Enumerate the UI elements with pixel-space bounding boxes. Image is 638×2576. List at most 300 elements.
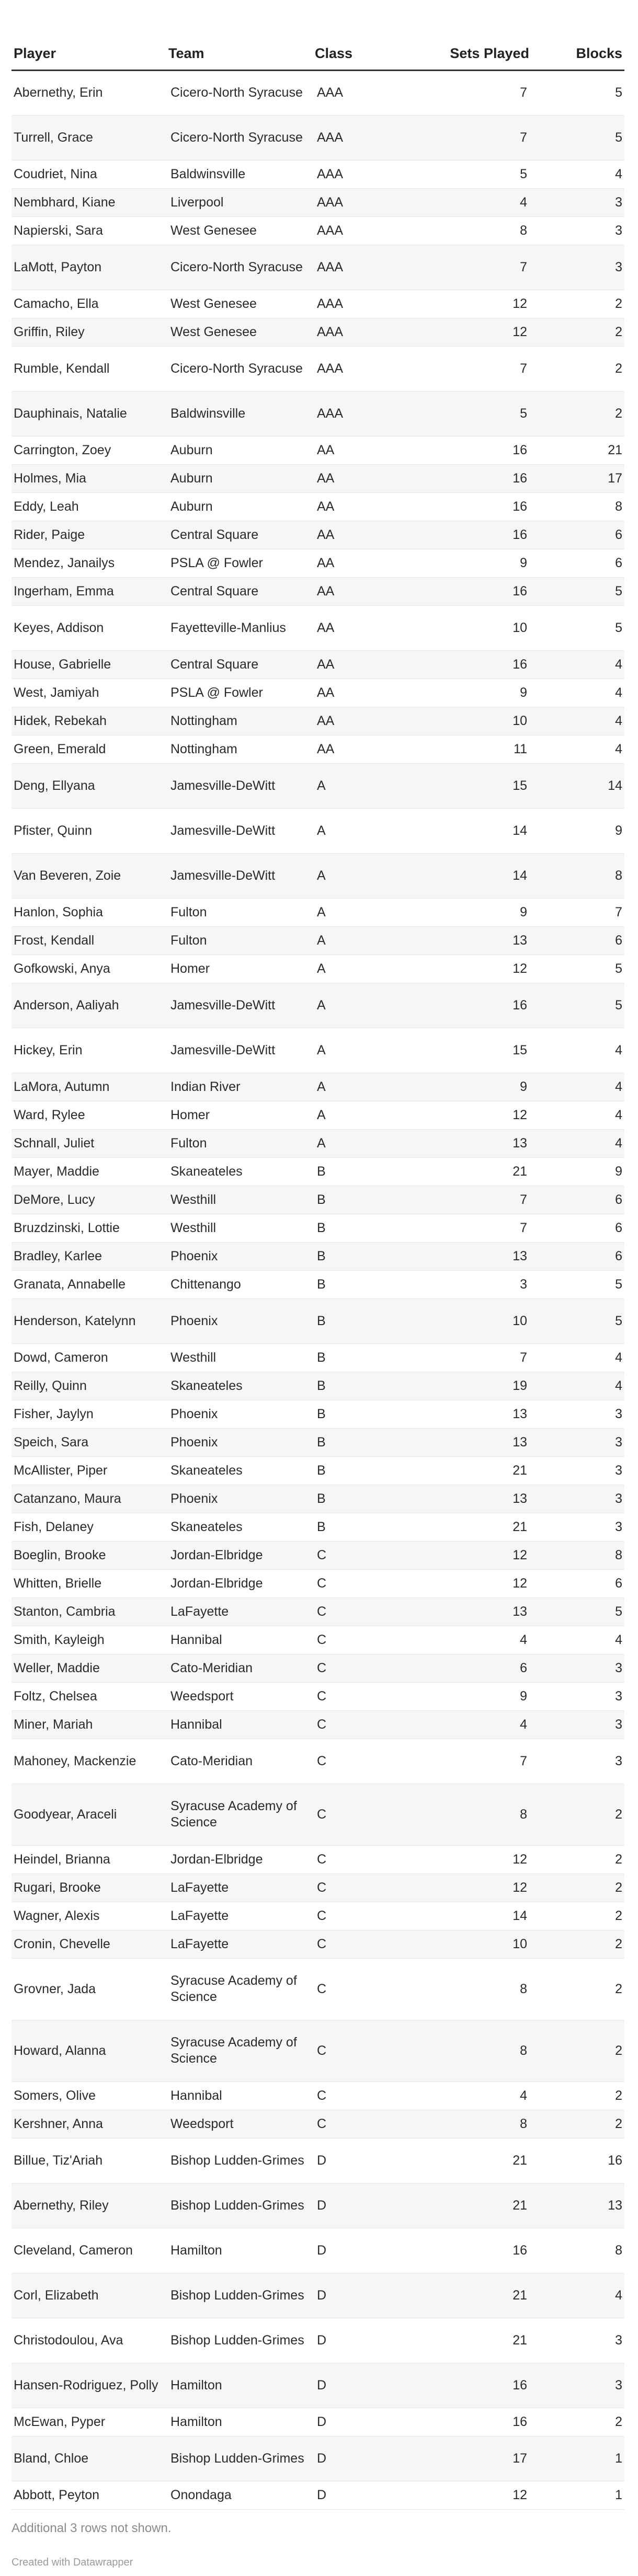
table-row — [12, 983, 624, 1028]
cell-player: DeMore, Lucy — [14, 1192, 95, 1207]
cell-class: A — [317, 1079, 326, 1094]
cell-blocks: 3 — [615, 1463, 622, 1478]
cell-blocks: 6 — [615, 1192, 622, 1207]
table-row — [12, 1129, 624, 1157]
table-row — [12, 290, 624, 318]
cell-sets-played: 7 — [520, 130, 527, 145]
table-row — [12, 1101, 624, 1129]
cell-sets-played: 14 — [512, 1908, 527, 1923]
cell-sets-played: 13 — [512, 1135, 527, 1151]
cell-team: Skaneateles — [170, 1378, 243, 1393]
table-row — [12, 2408, 624, 2436]
cell-player: Pfister, Quinn — [14, 823, 93, 838]
table-row — [12, 549, 624, 577]
cell-player: Hanlon, Sophia — [14, 904, 103, 919]
table-row — [12, 1428, 624, 1456]
cell-sets-played: 10 — [512, 1313, 527, 1328]
table-row — [12, 1784, 624, 1845]
table-row — [12, 2318, 624, 2363]
cell-player: Eddy, Leah — [14, 499, 79, 514]
cell-player: Smith, Kayleigh — [14, 1632, 105, 1647]
cell-blocks: 2 — [615, 1880, 622, 1895]
cell-sets-played: 7 — [520, 1192, 527, 1207]
cell-team: Cicero-North Syracuse — [170, 259, 303, 274]
cell-sets-played: 16 — [512, 2414, 527, 2429]
cell-player: Bradley, Karlee — [14, 1248, 102, 1263]
cell-class: AAA — [317, 259, 344, 274]
cell-sets-played: 7 — [520, 361, 527, 376]
cell-team: Jordan-Elbridge — [170, 1576, 263, 1591]
table-row — [12, 2363, 624, 2408]
cell-class: AA — [317, 583, 335, 599]
cell-player: Rumble, Kendall — [14, 361, 110, 376]
cell-blocks: 7 — [615, 904, 622, 919]
table-row — [12, 1073, 624, 1101]
cell-sets-played: 15 — [512, 778, 527, 793]
cell-blocks: 4 — [615, 713, 622, 728]
cell-sets-played: 16 — [512, 2377, 527, 2393]
cell-sets-played: 4 — [520, 1632, 527, 1647]
cell-blocks: 2 — [615, 2116, 622, 2131]
cell-sets-played: 4 — [520, 2088, 527, 2103]
table-row — [12, 1902, 624, 1930]
cell-team: Central Square — [170, 527, 259, 542]
cell-team: Cato-Meridian — [170, 1660, 253, 1675]
cell-class: B — [317, 1350, 326, 1365]
cell-player: Abbott, Peyton — [14, 2487, 100, 2502]
table-row — [12, 216, 624, 245]
cell-player: House, Gabrielle — [14, 657, 111, 672]
cell-sets-played: 17 — [512, 2451, 527, 2466]
cell-team: Bishop Ludden-Grimes — [170, 2451, 304, 2466]
cell-class: A — [317, 778, 326, 793]
table-row — [12, 2183, 624, 2228]
table-row — [12, 1845, 624, 1873]
cell-blocks: 4 — [615, 1107, 622, 1122]
cell-blocks: 5 — [615, 997, 622, 1013]
cell-sets-played: 7 — [520, 1753, 527, 1768]
cell-sets-played: 12 — [512, 1547, 527, 1562]
cell-team: Onondaga — [170, 2487, 232, 2502]
cell-blocks: 3 — [615, 1753, 622, 1768]
cell-team: Syracuse Academy of Science — [170, 2035, 297, 2066]
cell-team: Jamesville-DeWitt — [170, 868, 276, 883]
cell-team: Jordan-Elbridge — [170, 1547, 263, 1562]
cell-sets-played: 8 — [520, 223, 527, 238]
cell-player: Keyes, Addison — [14, 620, 104, 635]
cell-class: AAA — [317, 223, 344, 238]
cell-class: C — [317, 1604, 327, 1619]
cell-team: Auburn — [170, 499, 213, 514]
cell-team: Westhill — [170, 1192, 217, 1207]
table-row — [12, 1569, 624, 1597]
cell-team: Jamesville-DeWitt — [170, 778, 276, 793]
cell-sets-played: 14 — [512, 868, 527, 883]
cell-blocks: 4 — [615, 1632, 622, 1647]
cell-class: AAA — [317, 296, 344, 311]
cell-player: Frost, Kendall — [14, 933, 95, 948]
cell-sets-played: 21 — [512, 2287, 527, 2303]
cell-player: Coudriet, Nina — [14, 166, 97, 181]
table-row — [12, 1242, 624, 1270]
cell-team: Nottingham — [170, 713, 237, 728]
cell-team: Jamesville-DeWitt — [170, 1042, 276, 1057]
cell-sets-played: 14 — [512, 823, 527, 838]
table-body — [12, 70, 624, 2509]
table-row — [12, 188, 624, 216]
table-row — [12, 160, 624, 188]
cell-team: Bishop Ludden-Grimes — [170, 2332, 304, 2348]
cell-team: Hannibal — [170, 1717, 222, 1732]
cell-blocks: 5 — [615, 620, 622, 635]
cell-team: Syracuse Academy of Science — [170, 1799, 297, 1830]
cell-player: Grovner, Jada — [14, 1981, 96, 1996]
cell-player: Cronin, Chevelle — [14, 1936, 110, 1951]
cell-class: B — [317, 1192, 326, 1207]
table-row — [12, 1626, 624, 1654]
cell-blocks: 4 — [615, 685, 622, 700]
table-row — [12, 1710, 624, 1739]
table-row — [12, 1485, 624, 1513]
cell-team: Fulton — [170, 933, 207, 948]
cell-blocks: 2 — [615, 1936, 622, 1951]
cell-class: D — [317, 2287, 327, 2303]
cell-class: C — [317, 2043, 327, 2058]
cell-class: C — [317, 1753, 327, 1768]
cell-sets-played: 10 — [512, 1936, 527, 1951]
cell-class: D — [317, 2451, 327, 2466]
cell-blocks: 4 — [615, 1079, 622, 1094]
cell-class: B — [317, 1378, 326, 1393]
cell-blocks: 3 — [615, 259, 622, 274]
cell-team: LaFayette — [170, 1936, 229, 1951]
cell-blocks: 9 — [615, 1164, 622, 1179]
table-row — [12, 1541, 624, 1569]
cell-sets-played: 16 — [512, 2242, 527, 2258]
cell-team: Cato-Meridian — [170, 1753, 253, 1768]
cell-team: Homer — [170, 961, 210, 976]
cell-blocks: 3 — [615, 1717, 622, 1732]
cell-player: Weller, Maddie — [14, 1660, 100, 1675]
cell-blocks: 4 — [615, 1135, 622, 1151]
cell-player: Carrington, Zoey — [14, 442, 111, 457]
cell-class: D — [317, 2377, 327, 2393]
cell-player: Gofkowski, Anya — [14, 961, 110, 976]
cell-player: Turrell, Grace — [14, 130, 93, 145]
cell-team: Cicero-North Syracuse — [170, 85, 303, 100]
cell-sets-played: 21 — [512, 2153, 527, 2168]
cell-class: B — [317, 1519, 326, 1534]
table-row — [12, 577, 624, 605]
cell-sets-played: 12 — [512, 961, 527, 976]
table-row — [12, 1372, 624, 1400]
column-header-sets-played: Sets Played — [419, 0, 529, 70]
cell-player: Hansen-Rodriguez, Polly — [14, 2377, 158, 2393]
cell-player: Heindel, Brianna — [14, 1852, 110, 1867]
cell-blocks: 6 — [615, 555, 622, 570]
cell-team: West Genesee — [170, 324, 257, 339]
cell-sets-played: 16 — [512, 442, 527, 457]
cell-player: Fish, Delaney — [14, 1519, 94, 1534]
cell-class: AAA — [317, 130, 344, 145]
cell-sets-played: 11 — [514, 741, 527, 756]
cell-blocks: 2 — [615, 296, 622, 311]
table-row — [12, 2020, 624, 2082]
cell-team: Hamilton — [170, 2377, 222, 2393]
cell-player: Catanzano, Maura — [14, 1491, 121, 1506]
cell-blocks: 6 — [615, 1220, 622, 1235]
cell-team: LaFayette — [170, 1880, 229, 1895]
cell-sets-played: 16 — [512, 997, 527, 1013]
cell-player: Abernethy, Riley — [14, 2198, 109, 2213]
cell-sets-played: 16 — [512, 527, 527, 542]
cell-blocks: 2 — [615, 406, 622, 421]
cell-team: Phoenix — [170, 1491, 218, 1506]
cell-sets-played: 7 — [520, 259, 527, 274]
table-row — [12, 492, 624, 521]
cell-team: Cicero-North Syracuse — [170, 130, 303, 145]
table-row — [12, 1028, 624, 1073]
table-row — [12, 853, 624, 898]
datawrapper-credit: Created with Datawrapper — [12, 2556, 133, 2568]
cell-player: Hidek, Rebekah — [14, 713, 107, 728]
cell-sets-played: 7 — [520, 85, 527, 100]
cell-class: B — [317, 1248, 326, 1263]
cell-team: Bishop Ludden-Grimes — [170, 2153, 304, 2168]
cell-class: A — [317, 933, 326, 948]
cell-player: Griffin, Riley — [14, 324, 85, 339]
table-row — [12, 1654, 624, 1682]
cell-blocks: 14 — [608, 778, 622, 793]
table-row — [12, 650, 624, 678]
cell-class: AA — [317, 470, 335, 486]
cell-player: Fisher, Jaylyn — [14, 1406, 94, 1421]
table-row — [12, 245, 624, 290]
cell-blocks: 4 — [615, 1378, 622, 1393]
cell-sets-played: 5 — [520, 166, 527, 181]
cell-blocks: 4 — [615, 2287, 622, 2303]
cell-class: B — [317, 1220, 326, 1235]
cell-player: Foltz, Chelsea — [14, 1688, 97, 1704]
cell-player: Corl, Elizabeth — [14, 2287, 99, 2303]
cell-blocks: 4 — [615, 166, 622, 181]
table-header — [12, 0, 624, 70]
cell-blocks: 8 — [615, 1547, 622, 1562]
cell-player: Stanton, Cambria — [14, 1604, 116, 1619]
cell-sets-played: 10 — [512, 620, 527, 635]
cell-class: C — [317, 1852, 327, 1867]
cell-class: A — [317, 1135, 326, 1151]
table-row — [12, 2436, 624, 2481]
cell-player: Anderson, Aaliyah — [14, 997, 119, 1013]
cell-team: LaFayette — [170, 1604, 229, 1619]
cell-sets-played: 16 — [512, 583, 527, 599]
cell-team: Jamesville-DeWitt — [170, 997, 276, 1013]
cell-player: Dowd, Cameron — [14, 1350, 108, 1365]
cell-player: Cleveland, Cameron — [14, 2242, 133, 2258]
cell-team: Syracuse Academy of Science — [170, 1973, 297, 2004]
cell-team: Baldwinsville — [170, 406, 246, 421]
cell-team: Jordan-Elbridge — [170, 1852, 263, 1867]
header-row — [12, 0, 624, 70]
table-row — [12, 1873, 624, 1902]
table-row — [12, 735, 624, 763]
cell-team: Fulton — [170, 1135, 207, 1151]
table-row — [12, 2228, 624, 2273]
cell-class: A — [317, 997, 326, 1013]
cell-sets-played: 8 — [520, 2116, 527, 2131]
cell-class: C — [317, 2116, 327, 2131]
cell-player: Reilly, Quinn — [14, 1378, 87, 1393]
cell-team: Cicero-North Syracuse — [170, 361, 303, 376]
table-row — [12, 70, 624, 115]
cell-class: C — [317, 1807, 327, 1822]
cell-class: C — [317, 1688, 327, 1704]
cell-team: Jamesville-DeWitt — [170, 823, 276, 838]
cell-player: Bland, Chloe — [14, 2451, 89, 2466]
cell-class: C — [317, 1632, 327, 1647]
cell-blocks: 4 — [615, 1350, 622, 1365]
cell-player: Bruzdzinski, Lottie — [14, 1220, 120, 1235]
table-row — [12, 1739, 624, 1784]
cell-blocks: 5 — [615, 583, 622, 599]
cell-team: Weedsport — [170, 2116, 234, 2131]
cell-player: Boeglin, Brooke — [14, 1547, 106, 1562]
cell-team: Auburn — [170, 442, 213, 457]
cell-class: A — [317, 868, 326, 883]
cell-sets-played: 3 — [520, 1276, 527, 1292]
cell-team: LaFayette — [170, 1908, 229, 1923]
cell-sets-played: 21 — [512, 1463, 527, 1478]
cell-player: LaMott, Payton — [14, 259, 102, 274]
cell-blocks: 3 — [615, 1688, 622, 1704]
cell-blocks: 13 — [608, 2198, 622, 2213]
rows-not-shown-note: Additional 3 rows not shown. — [12, 2521, 172, 2535]
cell-blocks: 3 — [615, 194, 622, 210]
column-header-player: Player — [12, 0, 168, 70]
table-row — [12, 318, 624, 346]
cell-player: Granata, Annabelle — [14, 1276, 126, 1292]
cell-sets-played: 15 — [512, 1042, 527, 1057]
table-row — [12, 1958, 624, 2020]
cell-team: Skaneateles — [170, 1519, 243, 1534]
cell-blocks: 3 — [615, 1660, 622, 1675]
table-row — [12, 1456, 624, 1485]
table-row — [12, 1682, 624, 1710]
table-row — [12, 436, 624, 464]
cell-team: Nottingham — [170, 741, 237, 756]
cell-blocks: 3 — [615, 2332, 622, 2348]
cell-class: AAA — [317, 324, 344, 339]
cell-team: Weedsport — [170, 1688, 234, 1704]
cell-class: A — [317, 961, 326, 976]
cell-sets-played: 6 — [520, 1660, 527, 1675]
cell-sets-played: 9 — [520, 1688, 527, 1704]
cell-blocks: 3 — [615, 223, 622, 238]
cell-sets-played: 13 — [512, 933, 527, 948]
cell-player: Speich, Sara — [14, 1434, 89, 1450]
cell-blocks: 2 — [615, 1981, 622, 1996]
cell-class: C — [317, 1908, 327, 1923]
cell-class: C — [317, 2088, 327, 2103]
table-row — [12, 464, 624, 492]
cell-team: Hannibal — [170, 2088, 222, 2103]
cell-team: Liverpool — [170, 194, 224, 210]
cell-sets-played: 12 — [512, 324, 527, 339]
column-header-class: Class — [315, 0, 419, 70]
cell-blocks: 17 — [608, 470, 622, 486]
cell-class: C — [317, 1936, 327, 1951]
cell-player: Kershner, Anna — [14, 2116, 103, 2131]
cell-team: Phoenix — [170, 1313, 218, 1328]
cell-player: Van Beveren, Zoie — [14, 868, 121, 883]
cell-class: A — [317, 1107, 326, 1122]
cell-blocks: 3 — [615, 1406, 622, 1421]
table-row — [12, 1597, 624, 1626]
cell-class: C — [317, 1576, 327, 1591]
cell-blocks: 2 — [615, 2043, 622, 2058]
table-row — [12, 605, 624, 650]
cell-player: Deng, Ellyana — [14, 778, 95, 793]
cell-player: West, Jamiyah — [14, 685, 99, 700]
cell-class: AA — [317, 442, 335, 457]
cell-sets-played: 19 — [512, 1378, 527, 1393]
cell-blocks: 3 — [615, 1434, 622, 1450]
cell-blocks: 8 — [615, 868, 622, 883]
cell-class: B — [317, 1313, 326, 1328]
cell-class: AA — [317, 620, 335, 635]
cell-sets-played: 16 — [512, 657, 527, 672]
table-row — [12, 1157, 624, 1186]
cell-class: AAA — [317, 85, 344, 100]
cell-class: AA — [317, 685, 335, 700]
cell-blocks: 2 — [615, 1908, 622, 1923]
cell-blocks: 3 — [615, 2377, 622, 2393]
cell-player: Mendez, Janailys — [14, 555, 115, 570]
cell-blocks: 6 — [615, 1576, 622, 1591]
cell-sets-played: 7 — [520, 1220, 527, 1235]
cell-player: Rider, Paige — [14, 527, 85, 542]
cell-class: C — [317, 1547, 327, 1562]
table-row — [12, 391, 624, 436]
cell-player: Somers, Olive — [14, 2088, 96, 2103]
cell-blocks: 1 — [615, 2451, 622, 2466]
table-row — [12, 2082, 624, 2110]
cell-sets-played: 5 — [520, 406, 527, 421]
cell-sets-played: 8 — [520, 1807, 527, 1822]
cell-blocks: 2 — [615, 324, 622, 339]
cell-team: West Genesee — [170, 223, 257, 238]
cell-player: Ward, Rylee — [14, 1107, 85, 1122]
cell-blocks: 21 — [608, 442, 622, 457]
cell-class: D — [317, 2487, 327, 2502]
cell-team: Fulton — [170, 904, 207, 919]
cell-sets-played: 9 — [520, 1079, 527, 1094]
cell-blocks: 2 — [615, 1852, 622, 1867]
cell-player: Dauphinais, Natalie — [14, 406, 127, 421]
cell-class: B — [317, 1276, 326, 1292]
cell-class: A — [317, 1042, 326, 1057]
cell-sets-played: 16 — [512, 499, 527, 514]
table-row — [12, 1214, 624, 1242]
cell-team: Westhill — [170, 1220, 217, 1235]
cell-player: Ingerham, Emma — [14, 583, 114, 599]
cell-team: PSLA @ Fowler — [170, 685, 263, 700]
cell-sets-played: 16 — [512, 470, 527, 486]
cell-player: Billue, Tiz'Ariah — [14, 2153, 103, 2168]
cell-class: B — [317, 1463, 326, 1478]
cell-class: C — [317, 1717, 327, 1732]
